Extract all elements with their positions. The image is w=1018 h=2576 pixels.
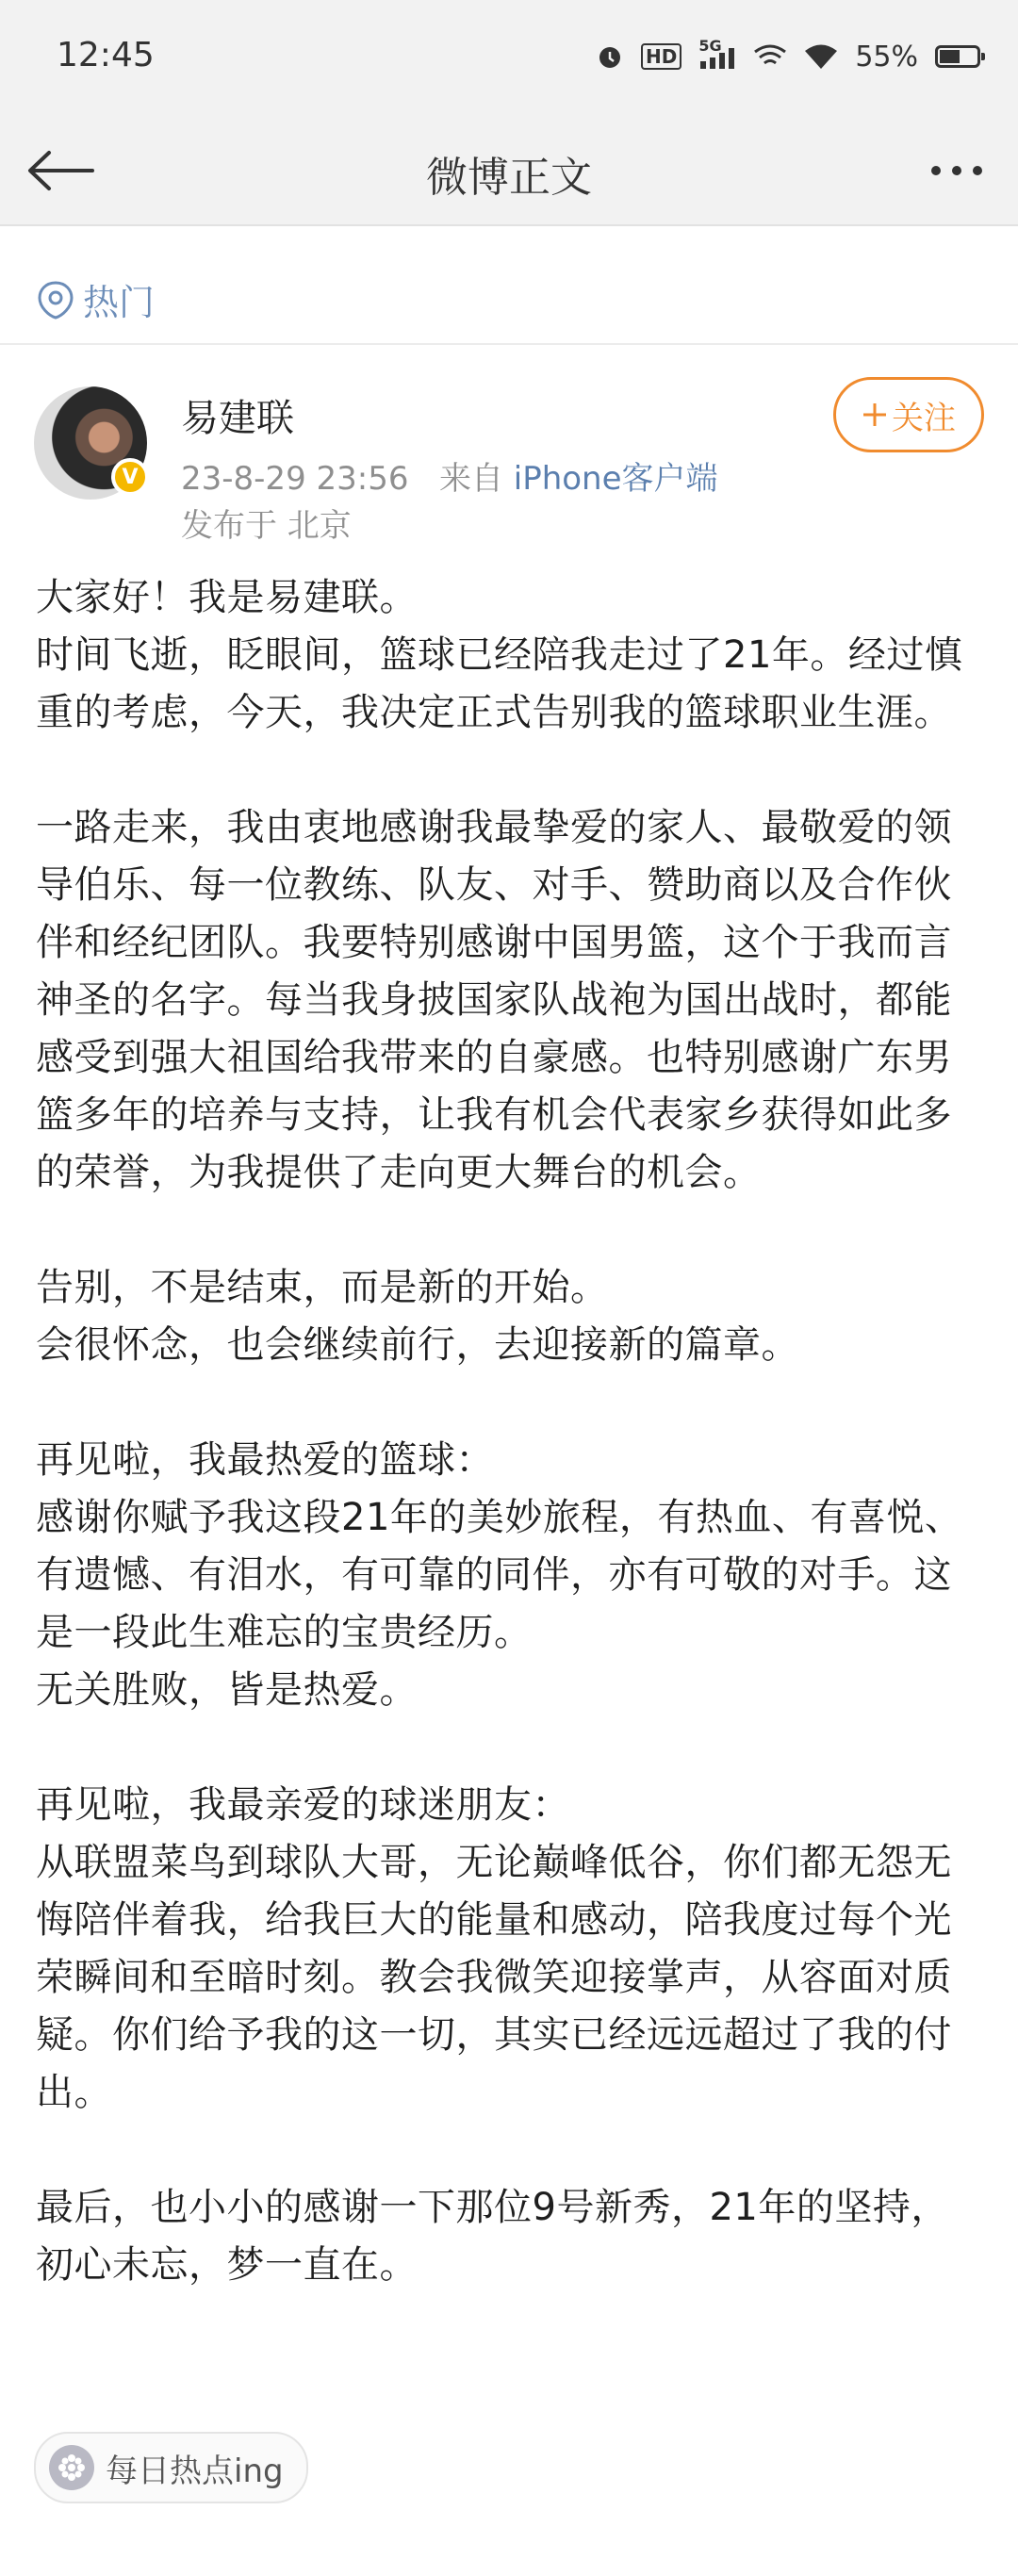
post-meta: [181, 452, 718, 499]
more-button[interactable]: [914, 138, 999, 204]
follow-label: 关注: [892, 399, 956, 437]
hot-bar: [0, 245, 1018, 345]
post-location: 发布于 北京: [181, 507, 352, 545]
paragraph-gap: [36, 1374, 982, 1432]
post-paragraph: 感谢你赋予我这段21年的美妙旅程，有热血、有喜悦、有遗憾、有泪水，有可靠的同伴，亦有可敬的对手。这是一段此生难忘的宝贵经历。: [36, 1496, 963, 1654]
paragraph-gap: [36, 2122, 982, 2179]
page-title: 微博正文: [426, 154, 592, 202]
topic-tag[interactable]: [34, 2432, 308, 2503]
post-paragraph: 一路走来，我由衷地感谢我最挚爱的家人、最敬爱的领导伯乐、每一位教练、队友、对手、赞助商以及合作伙伴和经纪团队。我要特别感谢中国男篮，这个于我而言神圣的名字。每当我身披国家队战袍为国出战时，都能感受到强大祖国给我带来的自豪感。也特别感谢广东男篮多年的培养与支持，让我有机会代表家乡获得如此多的荣誉，为我提供了走向更大舞台的机会。: [36, 806, 952, 1194]
post-paragraph: 时间飞逝，眨眼间，篮球已经陪我走过了21年。经过慎重的考虑，今天，我决定正式告别我的篮球职业生涯。: [36, 633, 963, 734]
post-paragraph: 最后，也小小的感谢一下那位9号新秀，21年的坚持，初心未忘，梦一直在。: [36, 2186, 949, 2287]
post-paragraph: 无关胜败，皆是热爱。: [36, 1668, 418, 1712]
hd-icon: [641, 41, 681, 73]
more-dot: [973, 166, 982, 175]
flower-icon: [49, 2445, 94, 2490]
post-paragraph: 会很怀念，也会继续前行，去迎接新的篇章。: [36, 1323, 799, 1367]
hd-label: HD: [641, 43, 681, 70]
paragraph-gap: [36, 1202, 982, 1259]
paragraph-gap: [36, 742, 982, 799]
plus-icon: [862, 402, 888, 428]
post-time: 23-8-29 23:56: [181, 460, 409, 498]
alarm-icon: [596, 41, 624, 73]
follow-button[interactable]: [833, 377, 984, 452]
status-icons: [596, 38, 980, 75]
wifi-icon: [804, 41, 838, 73]
more-dot: [931, 166, 941, 175]
status-bar: [0, 0, 1018, 117]
more-dot: [952, 166, 961, 175]
post-body: [36, 569, 982, 2294]
post-paragraph: 告别，不是结束，而是新的开始。: [36, 1266, 609, 1309]
post-paragraph: 大家好！我是易建联。: [36, 576, 418, 619]
post-device[interactable]: iPhone客户端: [513, 460, 718, 498]
author-name[interactable]: 易建联: [181, 397, 294, 440]
wifi-calling-icon: [753, 41, 787, 73]
hot-link[interactable]: [36, 273, 155, 325]
paragraph-gap: [36, 1719, 982, 1777]
verified-v-icon: V: [111, 458, 149, 496]
post-paragraph: 再见啦，我最亲爱的球迷朋友：: [36, 1783, 570, 1827]
hot-topic-icon: [36, 280, 75, 320]
topic-tag-label: 每日热点ing: [106, 2452, 284, 2490]
battery-percent: 55%: [855, 40, 918, 74]
post-paragraph: 从联盟菜鸟到球队大哥，无论巅峰低谷，你们都无怨无悔陪伴着我，给我巨大的能量和感动，陪我度过每个光荣瞬间和至暗时刻。教会我微笑迎接掌声，从容面对质疑。你们给予我的这一切，其实已经远远超过了我的付出。: [36, 1841, 952, 2114]
hot-label: 热门: [83, 282, 156, 323]
battery-icon: [935, 45, 980, 68]
status-time: 12:45: [57, 36, 155, 74]
author-header: [0, 377, 1018, 547]
nav-bar: [0, 117, 1018, 226]
signal-icon: [698, 37, 736, 73]
source-prefix: 来自: [438, 460, 503, 498]
post-paragraph: 再见啦，我最热爱的篮球：: [36, 1438, 494, 1482]
network-type: 5G: [698, 37, 722, 55]
